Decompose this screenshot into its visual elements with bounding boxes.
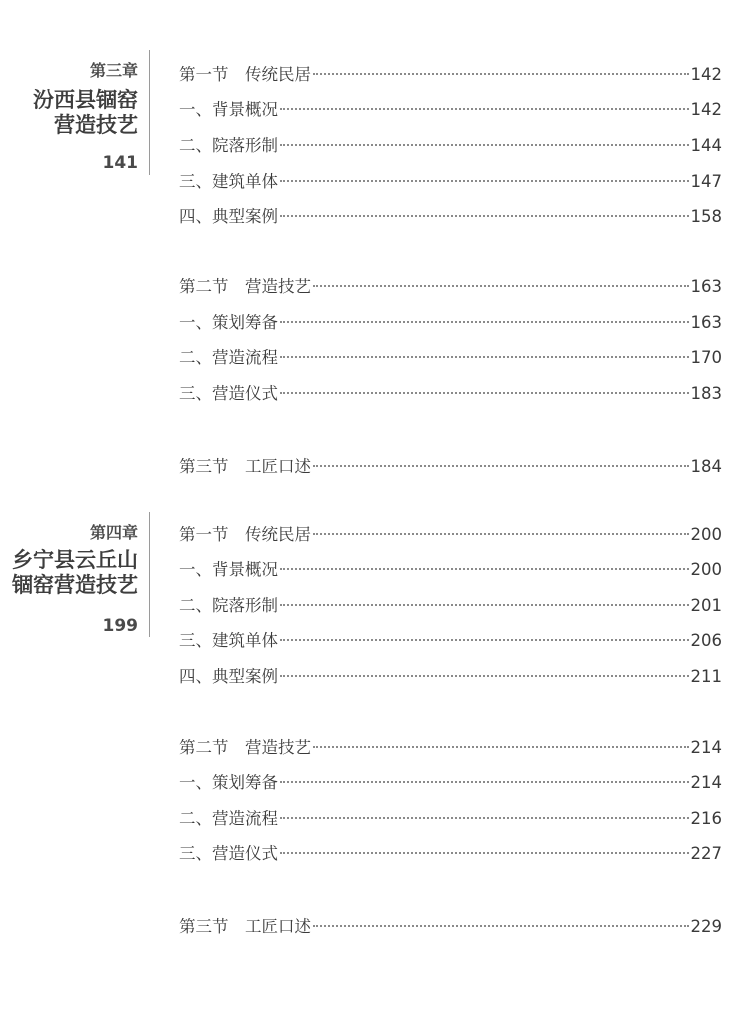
dot-leader xyxy=(313,746,689,748)
toc-entry-page: 200 xyxy=(690,525,722,544)
dot-leader xyxy=(280,180,689,182)
dot-leader xyxy=(280,215,689,217)
toc-entry-title: 一、策划筹备 xyxy=(179,773,278,792)
toc-entry-section[interactable] xyxy=(179,913,722,939)
dot-leader xyxy=(280,852,689,854)
toc-entry-title: 第二节 营造技艺 xyxy=(179,738,311,757)
toc-entry-title: 四、典型案例 xyxy=(179,207,278,226)
chapter-title-line2: 锢窑营造技艺 xyxy=(12,573,138,597)
toc-entry-page: 211 xyxy=(690,667,722,686)
toc-entry[interactable] xyxy=(179,344,722,370)
toc-entry-section[interactable] xyxy=(179,61,722,87)
toc-entry[interactable] xyxy=(179,96,722,122)
dot-leader xyxy=(280,568,689,570)
toc-entry-section[interactable] xyxy=(179,273,722,299)
chapter-3-heading xyxy=(0,50,150,175)
toc-entry[interactable] xyxy=(179,203,722,229)
toc-entry-page: 214 xyxy=(690,738,722,757)
toc-entry-page: 142 xyxy=(690,100,722,119)
toc-entry-section[interactable] xyxy=(179,734,722,760)
toc-entry-page: 170 xyxy=(690,348,722,367)
toc-entry-title: 三、营造仪式 xyxy=(179,844,278,863)
toc-entry-page: 147 xyxy=(690,172,722,191)
toc-entry-title: 第三节 工匠口述 xyxy=(179,457,311,476)
toc-entry-page: 216 xyxy=(690,809,722,828)
dot-leader xyxy=(280,321,689,323)
toc-entry[interactable] xyxy=(179,132,722,158)
toc-entry-title: 三、营造仪式 xyxy=(179,384,278,403)
toc-entry-section[interactable] xyxy=(179,521,722,547)
dot-leader xyxy=(280,108,689,110)
dot-leader xyxy=(280,604,689,606)
toc-entry[interactable] xyxy=(179,805,722,831)
toc-entry-page: 163 xyxy=(690,277,722,296)
chapter-label: 第三章 xyxy=(89,61,138,80)
toc-entry-title: 第一节 传统民居 xyxy=(179,525,311,544)
toc-entry-title: 一、策划筹备 xyxy=(179,313,278,332)
toc-entry-title: 第一节 传统民居 xyxy=(179,65,311,84)
toc-entry-page: 214 xyxy=(690,773,722,792)
dot-leader xyxy=(313,285,689,287)
toc-entry-title: 三、建筑单体 xyxy=(179,172,278,191)
toc-entry-page: 200 xyxy=(690,560,722,579)
toc-entry-page: 142 xyxy=(690,65,722,84)
dot-leader xyxy=(280,144,689,146)
toc-entry-page: 163 xyxy=(690,313,722,332)
chapter-4-heading xyxy=(0,512,150,637)
chapter-page-number: 141 xyxy=(102,153,138,173)
toc-entry[interactable] xyxy=(179,663,722,689)
dot-leader xyxy=(280,392,689,394)
dot-leader xyxy=(313,533,689,535)
chapter-title-line2: 营造技艺 xyxy=(54,113,138,137)
dot-leader xyxy=(280,781,689,783)
toc-entry-page: 201 xyxy=(690,596,722,615)
toc-entry-page: 184 xyxy=(690,457,722,476)
dot-leader xyxy=(280,639,689,641)
dot-leader xyxy=(313,465,689,467)
toc-entry-title: 三、建筑单体 xyxy=(179,631,278,650)
toc-entry-title: 一、背景概况 xyxy=(179,560,278,579)
chapter-title-line1: 乡宁县云丘山 xyxy=(12,548,138,572)
toc-entry[interactable] xyxy=(179,769,722,795)
toc-entry-title: 二、院落形制 xyxy=(179,136,278,155)
toc-entry-page: 227 xyxy=(690,844,722,863)
toc-entry-page: 229 xyxy=(690,917,722,936)
toc-entry-title: 二、院落形制 xyxy=(179,596,278,615)
chapter-page-number: 199 xyxy=(102,616,138,636)
toc-entry[interactable] xyxy=(179,380,722,406)
toc-entry[interactable] xyxy=(179,168,722,194)
dot-leader xyxy=(313,925,689,927)
toc-entry-page: 158 xyxy=(690,207,722,226)
toc-entry-page: 206 xyxy=(690,631,722,650)
toc-entry-page: 183 xyxy=(690,384,722,403)
toc-entry[interactable] xyxy=(179,556,722,582)
toc-entry[interactable] xyxy=(179,840,722,866)
chapter-divider xyxy=(149,50,150,175)
toc-entry-title: 第三节 工匠口述 xyxy=(179,917,311,936)
toc-entry-title: 四、典型案例 xyxy=(179,667,278,686)
chapter-title-line1: 汾西县锢窑 xyxy=(33,88,138,112)
toc-entry-title: 一、背景概况 xyxy=(179,100,278,119)
toc-entry[interactable] xyxy=(179,592,722,618)
toc-entry[interactable] xyxy=(179,309,722,335)
toc-entry-title: 二、营造流程 xyxy=(179,809,278,828)
dot-leader xyxy=(313,73,689,75)
toc-entry-page: 144 xyxy=(690,136,722,155)
toc-entry-section[interactable] xyxy=(179,453,722,479)
toc-entry-title: 二、营造流程 xyxy=(179,348,278,367)
toc-entry[interactable] xyxy=(179,627,722,653)
dot-leader xyxy=(280,356,689,358)
dot-leader xyxy=(280,675,689,677)
dot-leader xyxy=(280,817,689,819)
chapter-label: 第四章 xyxy=(89,523,138,542)
toc-entry-title: 第二节 营造技艺 xyxy=(179,277,311,296)
chapter-divider xyxy=(149,512,150,637)
